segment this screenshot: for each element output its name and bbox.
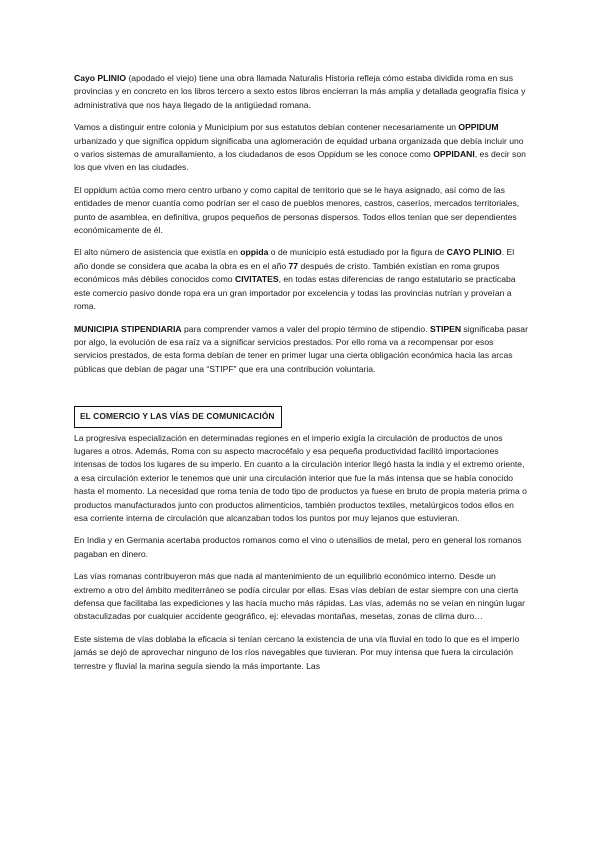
paragraph-text: (apodado el viejo) tiene una obra llamada Naturalis Historia refleja cómo estaba dividida roma en sus provincias y en concreto en los libros tercero a sexto estos libros encierran la más amplia y detallada geografía física y administrativa que nos haya llegado de la antigüedad romana. xyxy=(74,73,526,110)
bold-term: Cayo PLINIO xyxy=(74,73,127,83)
paragraph-text: El alto número de asistencia que existía en xyxy=(74,247,241,258)
bold-term: STIPEN xyxy=(430,323,462,334)
paragraph-text: El oppidum actúa como mero centro urbano y como capital de territorio que se le haya asignado, así como de las entidades de menor cuantía como podrían ser el caso de pueblos menores, castros, caseríos, mercados territoriales, punto de asamblea, en definitiva, grupos pequeños de personas dispersos. Todos ellos tenían que ser dependientes económicamente de él. xyxy=(74,184,520,236)
paragraph-sistema xyxy=(74,633,528,673)
paragraph-india xyxy=(74,534,528,561)
bold-term: CIVITATES xyxy=(234,274,279,285)
paragraph-text: Vamos a distinguir entre colonia y Municipium por sus estatutos debían contener necesariamente un xyxy=(74,122,459,133)
paragraph-text: urbanizado y que significa oppidum significaba una aglomeración de equidad urbana organizada que debía incluir uno o varios sistemas de amurallamiento, a los ciudadanos de esos Oppidum se les conoce como xyxy=(74,135,524,160)
paragraph-text: significaba pasar por algo, la evolución de esa raíz va a significar servicios prestados. Por ello roma va a recompensar por esos servicios prestados, de esta forma debían de tener en primer lugar una cierta obligación económica hacia las arcas públicas que debían de pagar una “STIPF” que era una contribución voluntaria. xyxy=(74,323,528,374)
paragraph-text: En India y en Germania acertaba productos romanos como el vino o utensilios de metal, pero en general los romanos pagaban en dinero. xyxy=(74,535,522,559)
paragraph-text: Las vías romanas contribuyeron más que nada al mantenimiento de un equilibrio económico interno. Desde un extremo a otro del ámbito mediterráneo se podía circular por ellas. Esas vías debían de estar siempre con una cierta defensa que facilitaba las expediciones y las hacía mucho más rápidas. Las vías, además no se veían en ningún lugar obstaculizadas por cualquier accidente geográfico, ej: elevadas montañas, mesetas, zonas de clima duro… xyxy=(74,571,525,622)
paragraph-vias xyxy=(74,570,528,624)
paragraph-text: para comprender vamos a valer del propio término de stipendio. xyxy=(181,323,430,334)
paragraph-oppidum-centro xyxy=(74,184,528,238)
paragraph-asistencia xyxy=(74,246,528,313)
paragraph-especializacion xyxy=(74,432,528,526)
paragraph-text: Este sistema de vías doblaba la eficacia si tenían cercano la existencia de una vía fluvial en todo lo que es el imperio jamás se dejó de aprovechar ninguno de los ríos navegables que tuvieran. Por muy intensa que fuera la circulación terrestre y fluvial la marina seguía siendo la más importante. Las xyxy=(74,633,520,671)
bold-term: CAYO PLINIO xyxy=(446,247,502,258)
paragraph-plinio xyxy=(74,72,528,112)
paragraph-municipia xyxy=(74,323,528,377)
paragraph-text: , es decir son los que viven en las ciudades. xyxy=(74,149,526,173)
bold-term: OPPIDANI xyxy=(433,149,475,160)
paragraph-text: . El año donde se considera que acaba la obra es en el año xyxy=(74,247,515,271)
bold-term: oppida xyxy=(240,247,269,258)
paragraph-text: o de municipio está estudiado por la figura de xyxy=(268,247,447,258)
bold-term: 77 xyxy=(288,260,299,271)
bold-term: OPPIDUM xyxy=(458,122,499,133)
section-heading: EL COMERCIO Y LAS VÍAS DE COMUNICACIÓN xyxy=(74,406,282,427)
bold-term: MUNICIPIA STIPENDIARIA xyxy=(74,323,182,334)
paragraph-text: , en todas estas diferencias de rango estatutario se practicaba este comercio pasivo donde ropa era un gran importador por excelencia y todas las provincias nutrían y proveían a roma. xyxy=(74,274,516,312)
text-column xyxy=(74,72,528,682)
spacer xyxy=(74,385,528,406)
paragraph-oppidum xyxy=(74,121,528,175)
paragraph-text: después de cristo. También existían en roma grupos económicos más débiles conocidos como xyxy=(74,260,500,285)
paragraph-text: La progresiva especialización en determinadas regiones en el imperio exigía la circulación de productos de unos lugares a otros. Además, Roma con su aspecto macrocéfalo y esa pequeña productividad facilitó importaciones intensas de todos los lugares de su imperio. En cuanto a la circulación interior llegó hasta la india y el extremo oriente, a esa circulación exterior le tenemos que unir una circulación interior que fue la más intensa que se había conocido hasta el momento. La necesidad que roma tenía de todo tipo de productos ya fuese en bruto de propia materia prima o productos manufacturados junto con productos alimenticios, también productos textiles, metalúrgicos todos ellos en esa corriente interna de circulación que alcanzaban todos los puntos por muy lejanos que estuvieran. xyxy=(74,432,527,523)
